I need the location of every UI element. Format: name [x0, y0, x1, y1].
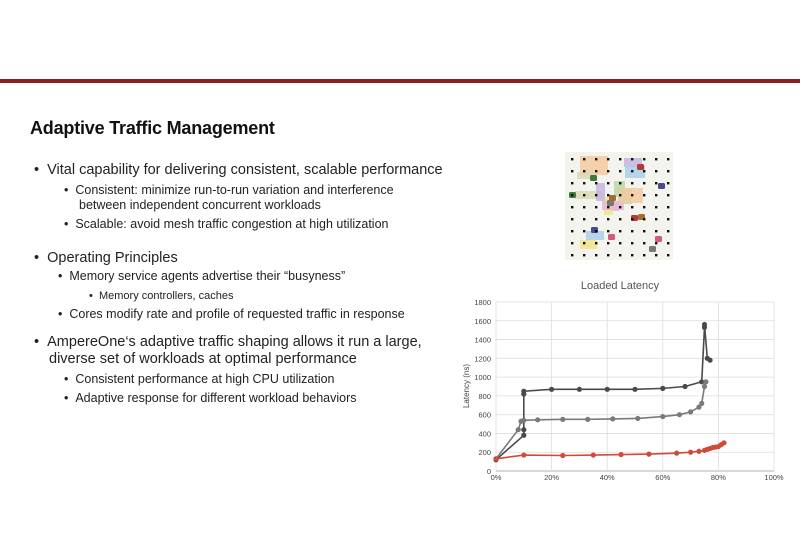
- mesh-region: [580, 240, 597, 249]
- mesh-node: [667, 170, 669, 172]
- mesh-node: [655, 170, 657, 172]
- mesh-node: [631, 230, 633, 232]
- series-3-point: [493, 456, 498, 461]
- y-tick-label: 200: [478, 448, 491, 458]
- mesh-node: [595, 230, 597, 232]
- x-tick-label: 0%: [490, 473, 502, 480]
- mesh-node: [571, 218, 573, 220]
- mesh-agent: [590, 175, 597, 181]
- mesh-node: [631, 218, 633, 220]
- mesh-node: [655, 230, 657, 232]
- chart-title: Loaded Latency: [580, 280, 660, 292]
- x-tick-label: 100%: [764, 473, 784, 480]
- x-tick-labels: [491, 473, 784, 480]
- chart-series: [493, 322, 726, 462]
- loaded-latency-chart: [458, 276, 784, 480]
- mesh-node: [667, 182, 669, 184]
- series-3-point: [646, 452, 651, 457]
- series-3-point: [521, 452, 526, 457]
- mesh-node: [619, 194, 621, 196]
- mesh-node: [595, 206, 597, 208]
- mesh-node: [619, 182, 621, 184]
- series-1-point: [549, 387, 554, 392]
- bullet-2-2: • Cores modify rate and profile of requested traffic in response: [58, 307, 405, 321]
- mesh-node: [655, 158, 657, 160]
- mesh-node: [583, 206, 585, 208]
- mesh-node: [583, 170, 585, 172]
- mesh-node: [643, 158, 645, 160]
- mesh-node: [583, 194, 585, 196]
- mesh-node: [607, 194, 609, 196]
- mesh-node: [595, 218, 597, 220]
- mesh-node: [655, 242, 657, 244]
- mesh-node: [643, 182, 645, 184]
- mesh-node: [571, 182, 573, 184]
- mesh-node: [571, 194, 573, 196]
- series-1-point: [521, 389, 526, 394]
- y-tick-label: 1000: [474, 373, 491, 383]
- series-1-point: [521, 433, 526, 438]
- top-accent-bar: [0, 79, 800, 83]
- series-1-point: [521, 427, 526, 432]
- mesh-node: [619, 254, 621, 256]
- mesh-node: [619, 206, 621, 208]
- x-tick-label: 40%: [599, 473, 615, 480]
- y-tick-label: 1200: [474, 354, 491, 364]
- bullet-3-2: • Adaptive response for different workload behaviors: [64, 391, 357, 405]
- series-1-point: [682, 384, 687, 389]
- mesh-node: [583, 254, 585, 256]
- x-tick-label: 20%: [544, 473, 560, 480]
- mesh-agent: [649, 246, 656, 252]
- mesh-region: [596, 183, 605, 201]
- mesh-node: [607, 242, 609, 244]
- series-2-point: [535, 417, 540, 422]
- mesh-node: [643, 218, 645, 220]
- slide-title: Adaptive Traffic Management: [30, 118, 275, 138]
- series-2-point: [699, 401, 704, 406]
- mesh-node: [655, 206, 657, 208]
- series-line-1: [496, 325, 710, 460]
- mesh-node: [583, 218, 585, 220]
- mesh-node: [607, 254, 609, 256]
- mesh-node: [643, 230, 645, 232]
- bullet-3-cont: diverse set of workloads at optimal performance: [49, 351, 357, 367]
- mesh-node: [571, 230, 573, 232]
- mesh-node: [583, 242, 585, 244]
- mesh-node: [607, 182, 609, 184]
- mesh-node: [583, 230, 585, 232]
- mesh-node: [583, 158, 585, 160]
- mesh-node: [667, 194, 669, 196]
- mesh-node: [571, 242, 573, 244]
- series-2-point: [677, 412, 682, 417]
- series-line-2: [496, 382, 706, 459]
- mesh-node: [619, 230, 621, 232]
- mesh-node: [643, 206, 645, 208]
- chart-grid: [496, 302, 774, 471]
- mesh-node: [631, 182, 633, 184]
- bullet-1: • Vital capability for delivering consistent, scalable performance: [34, 162, 443, 178]
- mesh-agent: [637, 164, 644, 170]
- mesh-agent: [655, 236, 662, 242]
- series-3-point: [696, 449, 701, 454]
- mesh-node: [631, 194, 633, 196]
- series-3-point: [619, 452, 624, 457]
- bullet-3-1: • Consistent performance at high CPU utilization: [64, 372, 335, 386]
- mesh-node: [631, 158, 633, 160]
- y-axis-label: Latency (ns): [462, 363, 471, 409]
- mesh-node: [595, 158, 597, 160]
- series-3-point: [560, 453, 565, 458]
- series-2-point: [516, 427, 521, 432]
- mesh-agent: [609, 195, 616, 201]
- series-1-point: [605, 387, 610, 392]
- series-2-point: [521, 418, 526, 423]
- bullet-2-1-1: • Memory controllers, caches: [89, 290, 234, 302]
- x-tick-label: 60%: [655, 473, 671, 480]
- mesh-node: [619, 218, 621, 220]
- mesh-node: [667, 230, 669, 232]
- mesh-node: [619, 242, 621, 244]
- mesh-node: [667, 242, 669, 244]
- mesh-agent: [658, 183, 665, 189]
- mesh-node: [571, 254, 573, 256]
- y-tick-label: 1800: [474, 298, 491, 307]
- mesh-node: [643, 170, 645, 172]
- y-tick-label: 0: [486, 467, 491, 476]
- y-tick-labels: [474, 298, 491, 476]
- mesh-node: [631, 206, 633, 208]
- mesh-node: [595, 242, 597, 244]
- bullet-1-1-cont: between independent concurrent workloads: [79, 198, 321, 212]
- mesh-node: [655, 254, 657, 256]
- mesh-node: [631, 242, 633, 244]
- series-1-point: [707, 358, 712, 363]
- mesh-node: [667, 218, 669, 220]
- series-2-point: [610, 416, 615, 421]
- mesh-node: [667, 158, 669, 160]
- mesh-node: [595, 170, 597, 172]
- mesh-node: [655, 218, 657, 220]
- mesh-node: [619, 170, 621, 172]
- series-3-point: [674, 451, 679, 456]
- mesh-node: [667, 206, 669, 208]
- series-2-point: [635, 416, 640, 421]
- mesh-node: [583, 182, 585, 184]
- bullet-1-2: • Scalable: avoid mesh traffic congestion at high utilization: [64, 217, 389, 231]
- series-2-point: [560, 417, 565, 422]
- y-tick-label: 1400: [474, 335, 491, 345]
- mesh-node: [643, 254, 645, 256]
- y-tick-label: 600: [478, 410, 491, 420]
- series-1-point: [702, 322, 707, 327]
- x-tick-label: 80%: [710, 473, 726, 480]
- series-3-point: [721, 440, 726, 445]
- mesh-node: [631, 170, 633, 172]
- y-tick-label: 400: [478, 429, 491, 439]
- y-tick-label: 800: [478, 391, 491, 401]
- series-2-point: [660, 414, 665, 419]
- series-2-point: [585, 417, 590, 422]
- mesh-node: [607, 170, 609, 172]
- series-1-point: [632, 387, 637, 392]
- series-3-point: [591, 452, 596, 457]
- mesh-grid-icon: [565, 152, 673, 260]
- bullet-2-1: • Memory service agents advertise their “busyness”: [58, 269, 346, 283]
- mesh-node: [607, 218, 609, 220]
- mesh-node: [655, 194, 657, 196]
- series-3-point: [688, 450, 693, 455]
- mesh-node: [643, 242, 645, 244]
- mesh-node: [619, 158, 621, 160]
- series-1-point: [660, 386, 665, 391]
- bullet-3: • AmpereOne‘s adaptive traffic shaping allows it run a large,: [34, 334, 422, 350]
- bullet-1-1: • Consistent: minimize run-to-run variation and interference: [64, 183, 394, 197]
- series-2-point: [688, 409, 693, 414]
- mesh-node: [595, 254, 597, 256]
- mesh-node: [667, 254, 669, 256]
- y-tick-label: 1600: [474, 316, 491, 326]
- mesh-node: [607, 158, 609, 160]
- series-2-point: [702, 384, 707, 389]
- bullet-2: • Operating Principles: [34, 250, 178, 266]
- mesh-node: [571, 158, 573, 160]
- mesh-node: [571, 170, 573, 172]
- mesh-node: [607, 230, 609, 232]
- series-1-point: [577, 387, 582, 392]
- mesh-node: [607, 206, 609, 208]
- mesh-node: [655, 182, 657, 184]
- mesh-node: [571, 206, 573, 208]
- series-2-point: [703, 379, 708, 384]
- mesh-node: [595, 182, 597, 184]
- mesh-agent: [608, 234, 615, 240]
- mesh-node: [595, 194, 597, 196]
- mesh-node: [643, 194, 645, 196]
- mesh-node: [631, 254, 633, 256]
